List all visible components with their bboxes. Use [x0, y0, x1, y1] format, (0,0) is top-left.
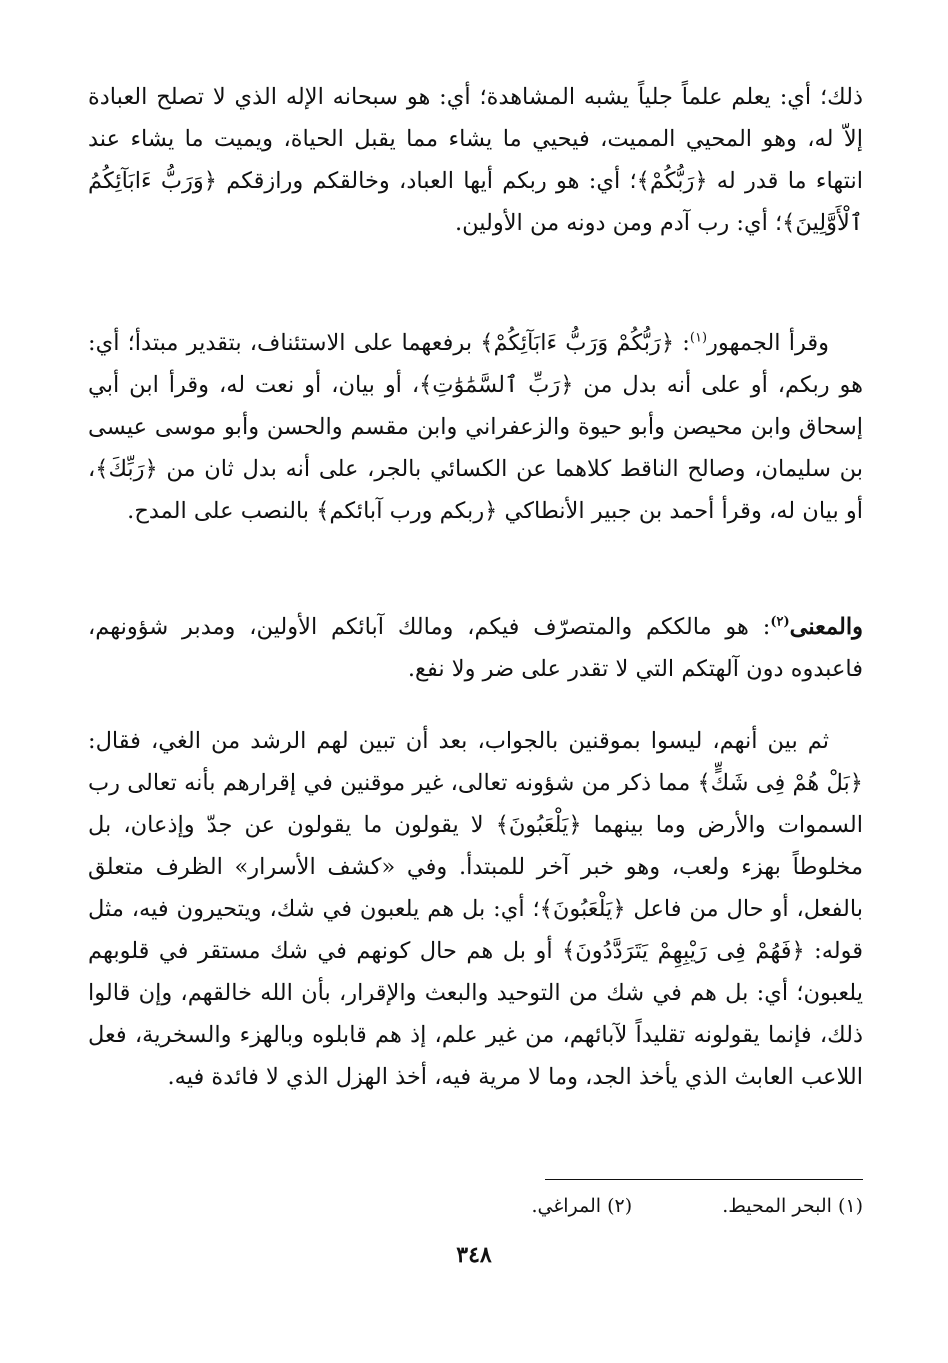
paragraph-2-text: : ﴿رَبُّكُمْ وَرَبُّ ءَابَآئِكُمْ﴾ برفعهما على الاستئناف، بتقدير مبتدأ؛ أي: هو ربكم، أو على أنه بدل من ﴿رَبِّ ٱلسَّمَٰوَٰتِ﴾، أو بيان، أو نعت له، وقرأ ابن أبي إسحاق وابن محيصن وأبو حيوة والزعفراني وابن مقسم والحسن وأبو موسى عيسى بن سليمان، وصالح الناقط كلاهما عن الكسائي بالجر، على أنه بدل ثان من ﴿رَبِّكَ﴾، أو بيان له، وقرأ أحمد بن جبير الأنطاكي ﴿ربكم ورب آبائكم﴾ بالنصب على المدح.	[88, 330, 863, 524]
paragraph-1	[88, 76, 863, 244]
footnote-ref-2: (٢)	[770, 614, 790, 630]
footnotes	[88, 1192, 863, 1220]
footnote-1: (١) البحر المحيط.	[722, 1195, 863, 1217]
paragraph-3-heading: والمعنى	[789, 614, 863, 640]
footnote-2: (٢) المراغي.	[531, 1195, 633, 1217]
footnote-divider	[545, 1179, 863, 1180]
paragraph-4-text: ثم بين أنهم، ليسوا بموقنين بالجواب، بعد أن تبين لهم الرشد من الغي، فقال: ﴿بَلْ هُمْ فِى شَكٍّ﴾ مما ذكر من شؤونه تعالى، غير موقنين في إقرارهم بأنه تعالى رب السموات والأرض وما بينهما ﴿يَلْعَبُونَ﴾ لا يقولون ما يقولون عن جدّ وإذعان، بل مخلوطاً بهزء ولعب، وهو خبر آخر للمبتدأ. وفي «كشف الأسرار» الظرف متعلق بالفعل، أو حال من فاعل ﴿يَلْعَبُونَ﴾؛ أي: بل هم يلعبون في شك، ويتحيرون فيه، مثل قوله: ﴿فَهُمْ فِى رَيْبِهِمْ يَتَرَدَّدُونَ﴾ أو بل هم حال كونهم في شك مستقر في قلوبهم يلعبون؛ أي: بل هم في شك من التوحيد والبعث والإقرار، بأن الله خالقهم، وإن قالوا ذلك، فإنما يقولونه تقليداً لآبائهم، من غير علم، إذ هم قابلوه وبالهزء والسخرية، فعل اللاعب العابث الذي يأخذ الجد، وما لا مرية فيه، أخذ الهزل الذي لا فائدة فيه.	[88, 728, 863, 1090]
paragraph-4	[88, 720, 863, 1098]
paragraph-3	[88, 606, 863, 690]
paragraph-3-text: : هو مالككم والمتصرّف فيكم، ومالك آبائكم الأولين، ومدبر شؤونهم، فاعبدوه دون آلهتكم التي لا تقدر على ضر ولا نفع.	[88, 614, 863, 682]
page-number: ٣٤٨	[456, 1242, 492, 1268]
paragraph-1-text: ذلك؛ أي: يعلم علماً جلياً يشبه المشاهدة؛ أي: هو سبحانه الإله الذي لا تصلح العبادة إلاّ له، وهو المحيي المميت، فيحيي ما يشاء مما يقبل الحياة، ويميت ما يشاء عند انتهاء ما قدر له ﴿رَبُّكُمْ﴾؛ أي: هو ربكم أيها العباد، وخالقكم ورازقكم ﴿وَرَبُّ ءَابَآئِكُمُ ٱلْأَوَّلِينَ﴾؛ أي: رب آدم ومن دونه من الأولين.	[88, 84, 863, 236]
paragraph-2	[88, 322, 863, 532]
footnote-ref-1: (١)	[689, 330, 708, 346]
paragraph-2-lead: وقرأ الجمهور	[707, 330, 829, 356]
